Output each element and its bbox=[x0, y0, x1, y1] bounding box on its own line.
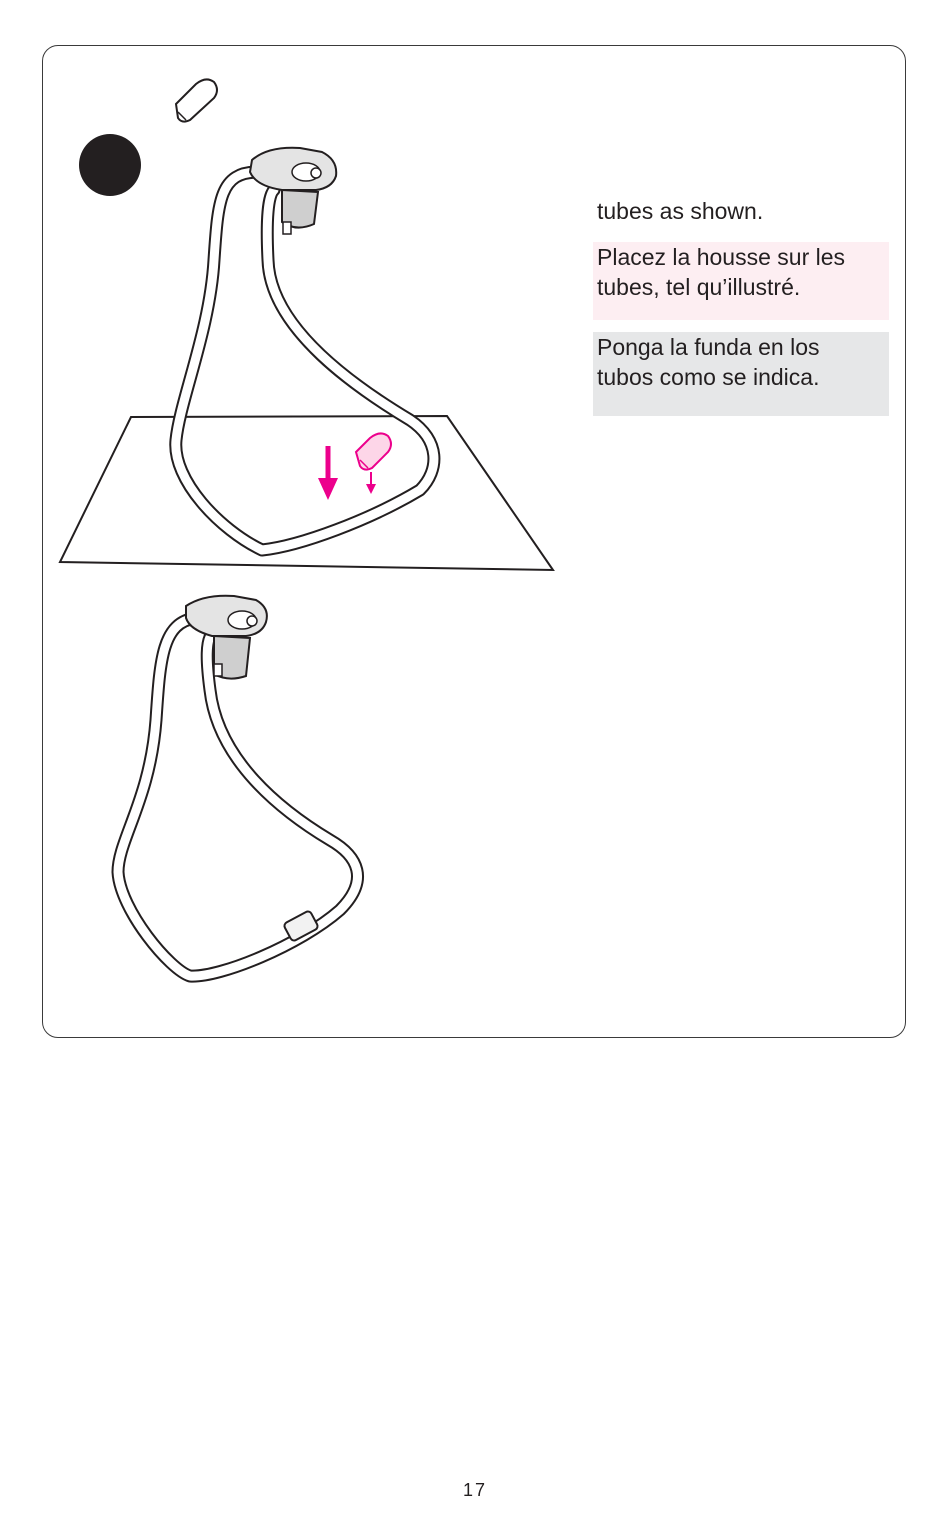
instruction-spanish-line2: tubos como se indica. bbox=[597, 364, 820, 390]
instruction-french bbox=[593, 242, 889, 320]
page-number: 17 bbox=[462, 1480, 488, 1500]
instruction-spanish bbox=[593, 332, 889, 416]
instruction-spanish-line1: Ponga la funda en los bbox=[597, 334, 820, 360]
tray-bottom bbox=[186, 596, 267, 679]
cover-part-icon bbox=[176, 79, 217, 121]
instruction-french-line2: tubes, tel qu’illustré. bbox=[597, 274, 801, 300]
instruction-english: tubes as shown. bbox=[597, 198, 764, 224]
floor-plane bbox=[60, 416, 553, 570]
instruction-french-line1: Placez la housse sur les bbox=[597, 244, 846, 270]
